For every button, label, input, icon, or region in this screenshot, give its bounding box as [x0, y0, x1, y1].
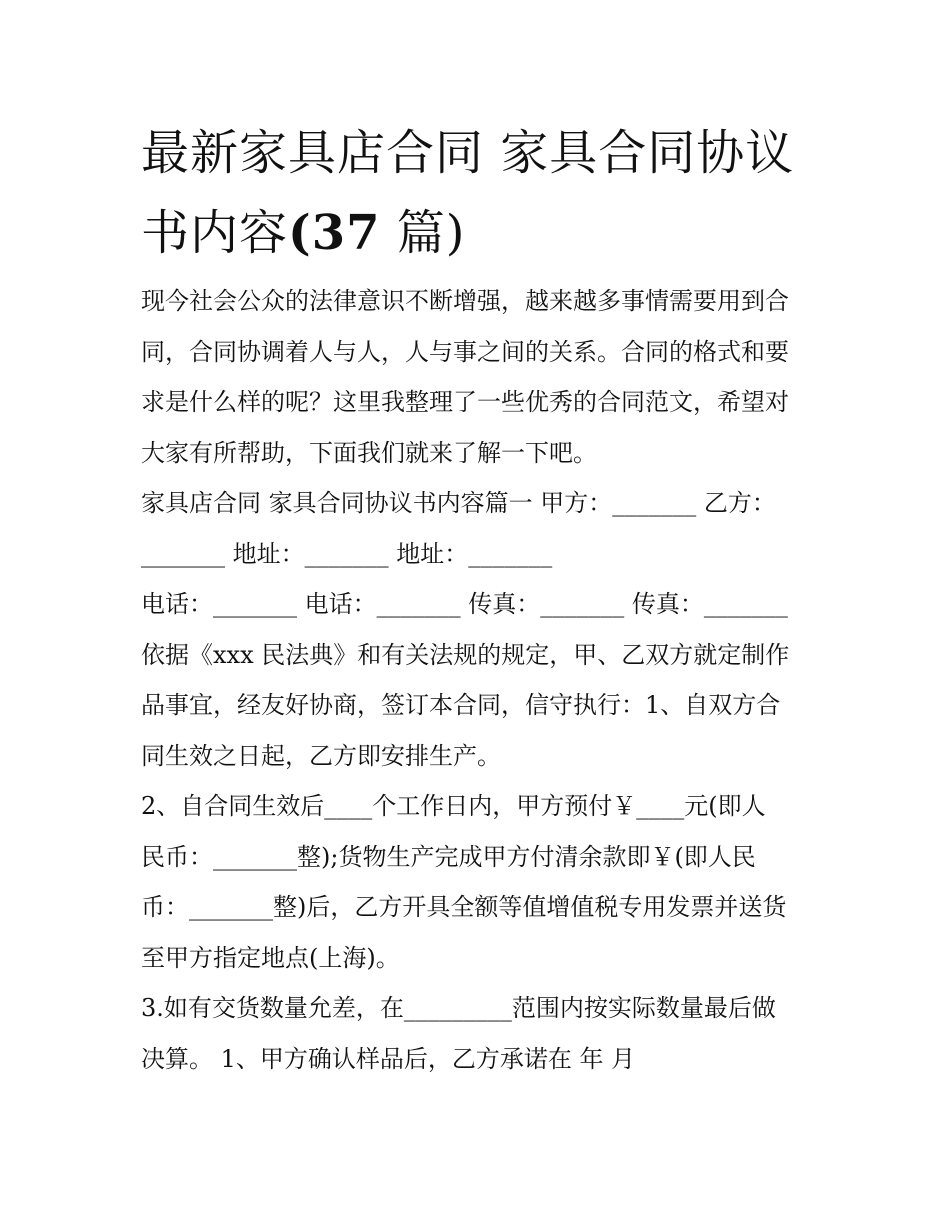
text-line: 同，合同协调着人与人，人与事之间的关系。合同的格式和要: [141, 337, 789, 366]
intro-paragraph: [141, 276, 821, 478]
text-line: 家具店合同 家具合同协议书内容篇一 甲方：_______ 乙方：: [141, 489, 776, 517]
title-count: (37: [288, 205, 381, 261]
text-line: 币：_______整)后，乙方开具全额等值增值税专用发票并送货: [141, 893, 787, 921]
title-line-1: 最新家具店合同 家具合同协议: [141, 125, 795, 181]
text-line: 同生效之日起，乙方即安排生产。: [141, 741, 501, 770]
text-line: 依据《xxx 民法典》和有关法规的规定，甲、乙双方就定制作: [141, 640, 790, 669]
text-line: 3.如有交货数量允差，在_________范围内按实际数量最后做: [141, 994, 776, 1022]
text-line: 现今社会公众的法律意识不断增强，越来越多事情需要用到合: [141, 287, 789, 315]
text-line: 至甲方指定地点(上海)。: [141, 943, 400, 972]
text-line: 大家有所帮助，下面我们就来了解一下吧。: [141, 438, 597, 467]
contact-paragraph: [141, 579, 821, 781]
parties-paragraph: [141, 478, 821, 579]
title-line-2: [141, 193, 821, 273]
title-line-2-suffix: 篇): [380, 205, 466, 261]
text-line: 求是什么样的呢？这里我整理了一些优秀的合同范文，希望对: [141, 388, 789, 416]
payment-paragraph: [141, 781, 821, 983]
text-line: 民币：_______整);货物生产完成甲方付清余款即￥(即人民: [141, 842, 756, 871]
text-line: 2、自合同生效后____个工作日内，甲方预付￥____元(即人: [141, 792, 766, 820]
page-title: [141, 113, 821, 273]
document-body: [141, 276, 821, 1084]
quantity-paragraph: [141, 983, 821, 1084]
text-line: 电话：_______ 电话：_______ 传真：_______ 传真：_______: [141, 590, 788, 618]
text-line: _______ 地址：_______ 地址：_______: [141, 539, 553, 568]
text-line: 决算。 1、甲方确认样品后，乙方承诺在 年 月: [141, 1044, 636, 1073]
text-line: 品事宜，经友好协商，签订本合同，信守执行：1、自双方合: [141, 691, 781, 719]
title-line-2-prefix: 书内容: [141, 205, 289, 261]
